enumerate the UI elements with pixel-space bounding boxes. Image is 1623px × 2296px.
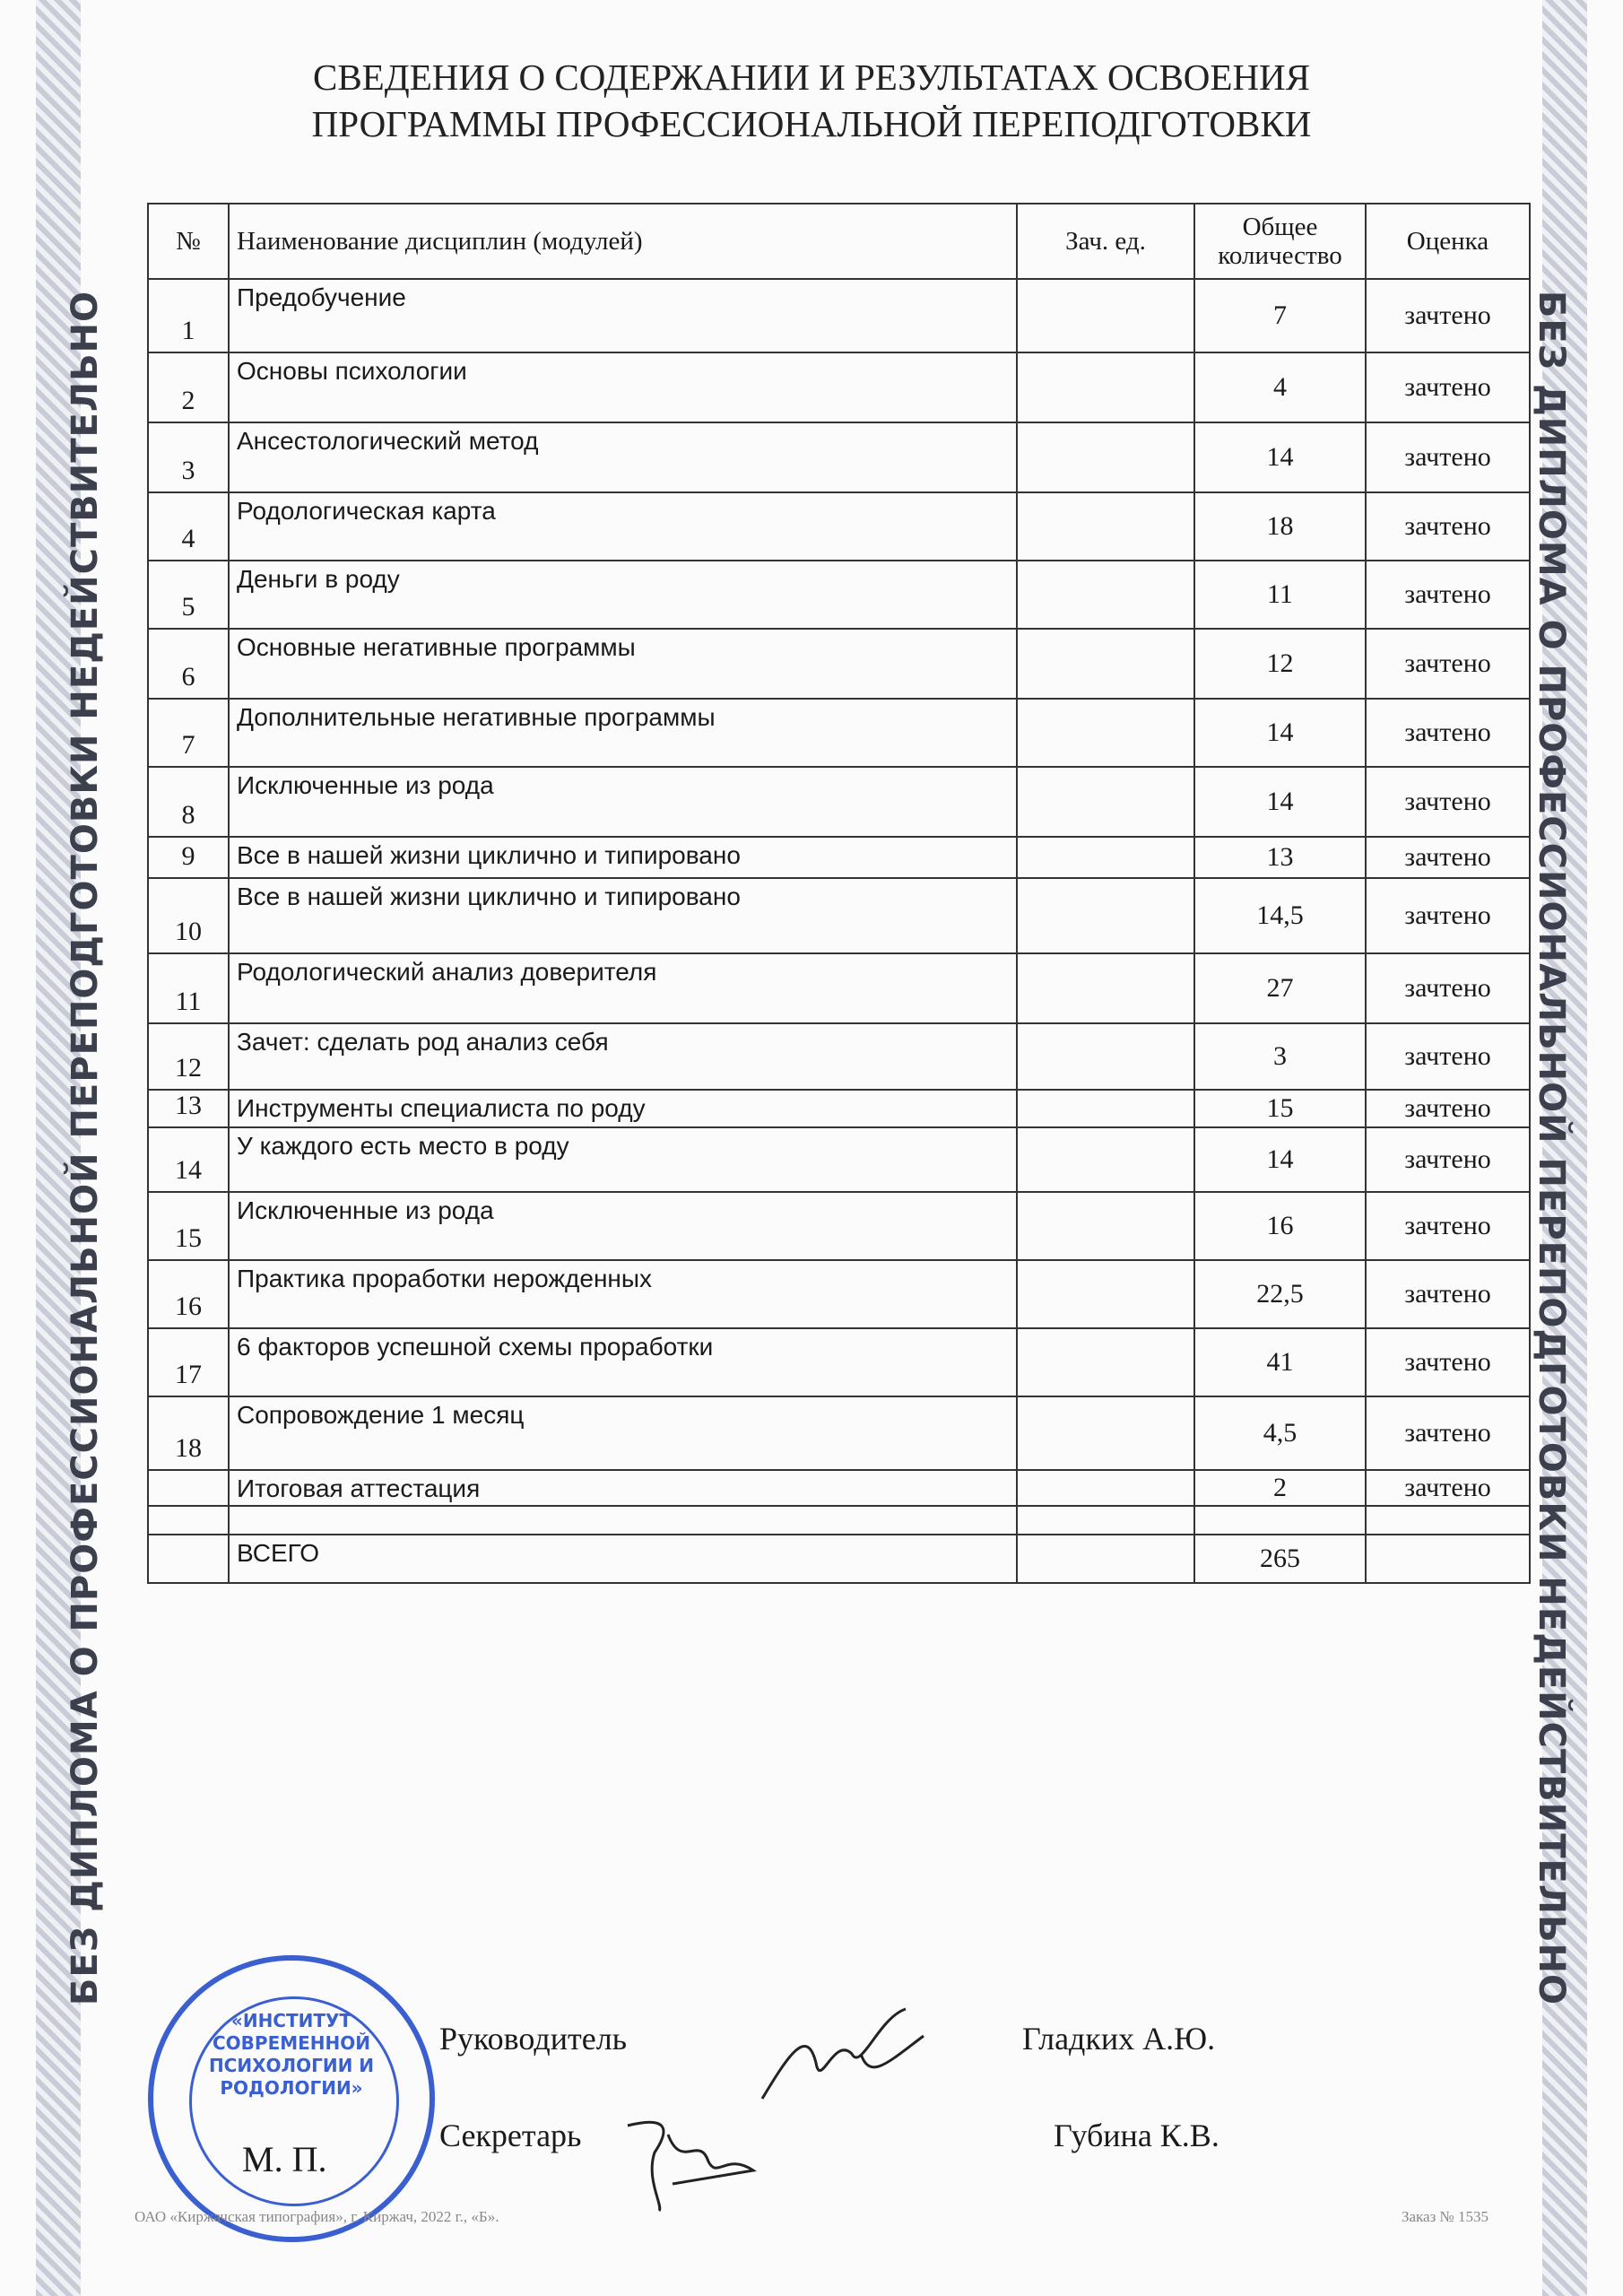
cell-grade: зачтено: [1366, 1396, 1530, 1470]
head-signature: [753, 2000, 933, 2117]
cell-credits: [1017, 629, 1194, 699]
cell-name: 6 факторов успешной схемы проработки: [229, 1328, 1017, 1396]
table-row: [148, 1090, 1530, 1127]
cell-num: 12: [148, 1023, 229, 1090]
title-line-1: СВЕДЕНИЯ О СОДЕРЖАНИИ И РЕЗУЛЬТАТАХ ОСВОЕНИЯ: [312, 57, 1311, 98]
table-row: [148, 1328, 1530, 1396]
header-total: Общее количество: [1194, 204, 1366, 279]
cell-name: Все в нашей жизни циклично и типировано: [229, 878, 1017, 953]
table-row: [148, 767, 1530, 837]
table-row: [148, 492, 1530, 561]
cell-credits: [1017, 352, 1194, 422]
cell-num: 9: [148, 837, 229, 878]
cell-credits: [1017, 422, 1194, 492]
cell-grade: зачтено: [1366, 492, 1530, 561]
cell-total: 14: [1194, 1127, 1366, 1192]
side-warning-left: БЕЗ ДИПЛОМА О ПРОФЕССИОНАЛЬНОЙ ПЕРЕПОДГОТОВКИ НЕДЕЙСТВИТЕЛЬНО: [65, 290, 106, 2006]
table-row: [148, 629, 1530, 699]
seal-mark: М. П.: [242, 2139, 327, 2179]
cell-credits: [1017, 953, 1194, 1023]
cell-grade: зачтено: [1366, 1127, 1530, 1192]
cell-total: 27: [1194, 953, 1366, 1023]
cell-name: Основы психологии: [229, 352, 1017, 422]
head-label: Руководитель: [439, 2021, 628, 2057]
cell-total: 3: [1194, 1023, 1366, 1090]
cell-total: 15: [1194, 1090, 1366, 1127]
cell-num: 1: [148, 279, 229, 352]
table-row: [148, 1506, 1530, 1535]
cell-name: Итоговая аттестация: [229, 1470, 1017, 1506]
cell-grade: [1366, 1535, 1530, 1583]
cell-credits: [1017, 1396, 1194, 1470]
cell-credits: [1017, 1506, 1194, 1535]
cell-total: 13: [1194, 837, 1366, 878]
cell-credits: [1017, 1127, 1194, 1192]
cell-total: 16: [1194, 1192, 1366, 1260]
cell-credits: [1017, 1090, 1194, 1127]
header-credits: Зач. ед.: [1017, 204, 1194, 279]
table-row: [148, 422, 1530, 492]
cell-num: 14: [148, 1127, 229, 1192]
cell-grade: зачтено: [1366, 699, 1530, 767]
cell-num: 10: [148, 878, 229, 953]
cell-grade: зачтено: [1366, 352, 1530, 422]
cell-num: 16: [148, 1260, 229, 1328]
cell-name: Дополнительные негативные программы: [229, 699, 1017, 767]
cell-total: 11: [1194, 561, 1366, 629]
cell-total: 4: [1194, 352, 1366, 422]
table-row: [148, 279, 1530, 352]
cell-name: У каждого есть место в роду: [229, 1127, 1017, 1192]
cell-grade: зачтено: [1366, 953, 1530, 1023]
cell-num: 13: [148, 1090, 229, 1127]
cell-name: Практика проработки нерожденных: [229, 1260, 1017, 1328]
cell-total: 14: [1194, 767, 1366, 837]
cell-credits: [1017, 767, 1194, 837]
cell-credits: [1017, 878, 1194, 953]
cell-total: 265: [1194, 1535, 1366, 1583]
header-num: №: [148, 204, 229, 279]
head-name: Гладких А.Ю.: [1022, 2021, 1216, 2057]
cell-num: 15: [148, 1192, 229, 1260]
table-row: [148, 953, 1530, 1023]
cell-grade: зачтено: [1366, 878, 1530, 953]
cell-total: 18: [1194, 492, 1366, 561]
cell-num: 5: [148, 561, 229, 629]
table-row: [148, 1023, 1530, 1090]
cell-total: 2: [1194, 1470, 1366, 1506]
table-row: [148, 1127, 1530, 1192]
cell-name: Ансестологический метод: [229, 422, 1017, 492]
table-row: [148, 1470, 1530, 1506]
disciplines-table: [147, 203, 1531, 1584]
cell-num: 6: [148, 629, 229, 699]
cell-grade: зачтено: [1366, 629, 1530, 699]
cell-grade: зачтено: [1366, 837, 1530, 878]
seal-center-text: «ИНСТИТУТ СОВРЕМЕННОЙ ПСИХОЛОГИИ И РОДОЛОГИИ»: [208, 2010, 375, 2099]
cell-grade: зачтено: [1366, 561, 1530, 629]
cell-grade: зачтено: [1366, 1090, 1530, 1127]
cell-credits: [1017, 1535, 1194, 1583]
header-grade: Оценка: [1366, 204, 1530, 279]
cell-name: Все в нашей жизни циклично и типировано: [229, 837, 1017, 878]
secretary-name: Губина К.В.: [1054, 2118, 1219, 2153]
cell-num: 3: [148, 422, 229, 492]
cell-grade: зачтено: [1366, 1260, 1530, 1328]
table-row: [148, 1260, 1530, 1328]
cell-name: Родологический анализ доверителя: [229, 953, 1017, 1023]
table-row: [148, 561, 1530, 629]
table-row: [148, 1535, 1530, 1583]
table-row: [148, 352, 1530, 422]
cell-total: [1194, 1506, 1366, 1535]
cell-grade: зачтено: [1366, 1328, 1530, 1396]
cell-num: 2: [148, 352, 229, 422]
cell-credits: [1017, 279, 1194, 352]
cell-grade: [1366, 1506, 1530, 1535]
cell-credits: [1017, 1023, 1194, 1090]
cell-name: Сопровождение 1 месяц: [229, 1396, 1017, 1470]
page-title: [0, 54, 1623, 147]
cell-name: ВСЕГО: [229, 1535, 1017, 1583]
cell-credits: [1017, 1192, 1194, 1260]
cell-num: 4: [148, 492, 229, 561]
cell-credits: [1017, 1328, 1194, 1396]
cell-credits: [1017, 837, 1194, 878]
cell-name: Предобучение: [229, 279, 1017, 352]
cell-name: Основные негативные программы: [229, 629, 1017, 699]
cell-name: Зачет: сделать род анализ себя: [229, 1023, 1017, 1090]
title-line-2: ПРОГРАММЫ ПРОФЕССИОНАЛЬНОЙ ПЕРЕПОДГОТОВКИ: [311, 103, 1312, 144]
cell-name: Родологическая карта: [229, 492, 1017, 561]
cell-total: 22,5: [1194, 1260, 1366, 1328]
table-row: [148, 837, 1530, 878]
secretary-signature: [619, 2099, 762, 2215]
cell-grade: зачтено: [1366, 422, 1530, 492]
header-name: Наименование дисциплин (модулей): [229, 204, 1017, 279]
cell-total: 41: [1194, 1328, 1366, 1396]
cell-total: 14: [1194, 422, 1366, 492]
cell-num: [148, 1506, 229, 1535]
cell-grade: зачтено: [1366, 767, 1530, 837]
cell-name: Деньги в роду: [229, 561, 1017, 629]
secretary-label: Секретарь: [439, 2118, 582, 2153]
cell-grade: зачтено: [1366, 1192, 1530, 1260]
institute-seal: [148, 1955, 435, 2242]
cell-num: 8: [148, 767, 229, 837]
table-row: [148, 1396, 1530, 1470]
cell-credits: [1017, 1260, 1194, 1328]
cell-grade: зачтено: [1366, 1470, 1530, 1506]
cell-grade: зачтено: [1366, 279, 1530, 352]
cell-num: 17: [148, 1328, 229, 1396]
cell-name: Исключенные из рода: [229, 1192, 1017, 1260]
cell-credits: [1017, 492, 1194, 561]
cell-num: 11: [148, 953, 229, 1023]
table-header: [148, 204, 1530, 279]
cell-total: 7: [1194, 279, 1366, 352]
cell-name: Инструменты специалиста по роду: [229, 1090, 1017, 1127]
cell-total: 12: [1194, 629, 1366, 699]
cell-grade: зачтено: [1366, 1023, 1530, 1090]
cell-credits: [1017, 1470, 1194, 1506]
cell-total: 14: [1194, 699, 1366, 767]
cell-num: 7: [148, 699, 229, 767]
cell-credits: [1017, 561, 1194, 629]
table-row: [148, 1192, 1530, 1260]
table-row: [148, 878, 1530, 953]
table-row: [148, 699, 1530, 767]
cell-num: [148, 1470, 229, 1506]
cell-num: 18: [148, 1396, 229, 1470]
cell-num: [148, 1535, 229, 1583]
cell-name: Исключенные из рода: [229, 767, 1017, 837]
cell-name: [229, 1506, 1017, 1535]
cell-credits: [1017, 699, 1194, 767]
printer-info: ОАО «Киржачская типография», г. Киржач, 2022 г., «Б».: [135, 2208, 499, 2225]
cell-total: 14,5: [1194, 878, 1366, 953]
order-number: Заказ № 1535: [1401, 2208, 1488, 2225]
side-warning-right: БЕЗ ДИПЛОМА О ПРОФЕССИОНАЛЬНОЙ ПЕРЕПОДГОТОВКИ НЕДЕЙСТВИТЕЛЬНО: [1531, 290, 1572, 2006]
cell-total: 4,5: [1194, 1396, 1366, 1470]
